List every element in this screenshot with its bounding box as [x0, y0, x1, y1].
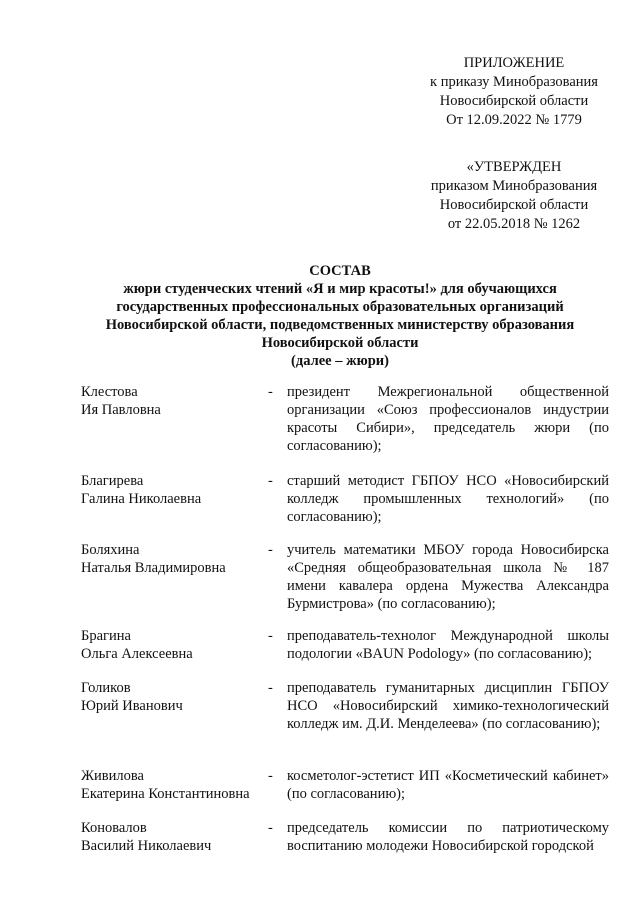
member-given-name: Юрий Иванович: [81, 698, 183, 714]
member-given-name: Ольга Алексеевна: [81, 646, 193, 662]
member-name: [81, 767, 261, 803]
title-line: Новосибирской области: [261, 335, 419, 351]
member-name: [81, 679, 261, 715]
title-note: (далее – жюри): [291, 353, 389, 369]
appendix-region: Новосибирской области: [439, 93, 589, 109]
member-given-name: Василий Николаевич: [81, 838, 212, 854]
member-dash: -: [268, 628, 273, 644]
member-role: президент Межрегиональной общественной организации «Союз профессионалов индустрии красоты Сибири», председатель жюри (по согласованию);: [287, 384, 609, 454]
member-dash: -: [268, 768, 273, 784]
appendix-order-ref: к приказу Минобразования: [430, 74, 598, 90]
approval-order-ref: приказом Минобразования: [430, 178, 598, 194]
member-role: косметолог-эстетист ИП «Косметический кабинет» (по согласованию);: [287, 768, 609, 802]
member-surname: Благирева: [81, 473, 144, 489]
member-dash: -: [268, 680, 273, 696]
member-dash: -: [268, 542, 273, 558]
approval-title: «УТВЕРЖДЕН: [466, 159, 562, 175]
member-role: учитель математики МБОУ города Новосибирска «Средняя общеобразовательная школа № 187 имени кавалера ордена Мужества Александра Бурмистрова» (по согласованию);: [287, 542, 609, 612]
approval-date-number: от 22.05.2018 № 1262: [447, 216, 581, 232]
member-name: [81, 819, 261, 855]
member-name: [81, 627, 261, 663]
member-surname: Клестова: [81, 384, 138, 400]
member-name: [81, 541, 261, 577]
member-surname: Брагина: [81, 628, 131, 644]
approval-stamp: [402, 158, 626, 234]
member-given-name: Галина Николаевна: [81, 491, 202, 507]
title-line: Новосибирской области, подведомственных министерству образования: [105, 317, 575, 333]
title-line: государственных профессиональных образовательных организаций: [116, 299, 564, 315]
appendix-header: [404, 54, 624, 130]
member-role: преподаватель гуманитарных дисциплин ГБПОУ НСО «Новосибирский химико-технологический колледж им. Д.И. Менделеева» (по согласованию);: [287, 680, 609, 732]
appendix-date-number: От 12.09.2022 № 1779: [446, 112, 582, 128]
member-given-name: Ия Павловна: [81, 402, 161, 418]
member-name: [81, 383, 261, 419]
member-surname: Голиков: [81, 680, 131, 696]
member-name: [81, 472, 261, 508]
member-dash: -: [268, 820, 273, 836]
member-dash: -: [268, 473, 273, 489]
member-given-name: Наталья Владимировна: [81, 560, 226, 576]
member-role: преподаватель-технолог Международной школы подологии «BAUN Podology» (по согласованию);: [287, 628, 609, 662]
member-role: председатель комиссии по патриотическому воспитанию молодежи Новосибирской городской: [287, 820, 609, 854]
member-role: старший методист ГБПОУ НСО «Новосибирский колледж промышленных технологий» (по согласованию);: [287, 473, 609, 525]
member-given-name: Екатерина Константиновна: [81, 786, 250, 802]
member-surname: Живилова: [81, 768, 144, 784]
member-surname: Коновалов: [81, 820, 147, 836]
approval-region: Новосибирской области: [439, 197, 589, 213]
member-surname: Боляхина: [81, 542, 140, 558]
member-dash: -: [268, 384, 273, 400]
document-title: [60, 262, 620, 370]
appendix-title: ПРИЛОЖЕНИЕ: [463, 55, 565, 71]
title-heading: СОСТАВ: [309, 263, 371, 279]
title-line: жюри студенческих чтений «Я и мир красоты!» для обучающихся: [123, 281, 557, 297]
